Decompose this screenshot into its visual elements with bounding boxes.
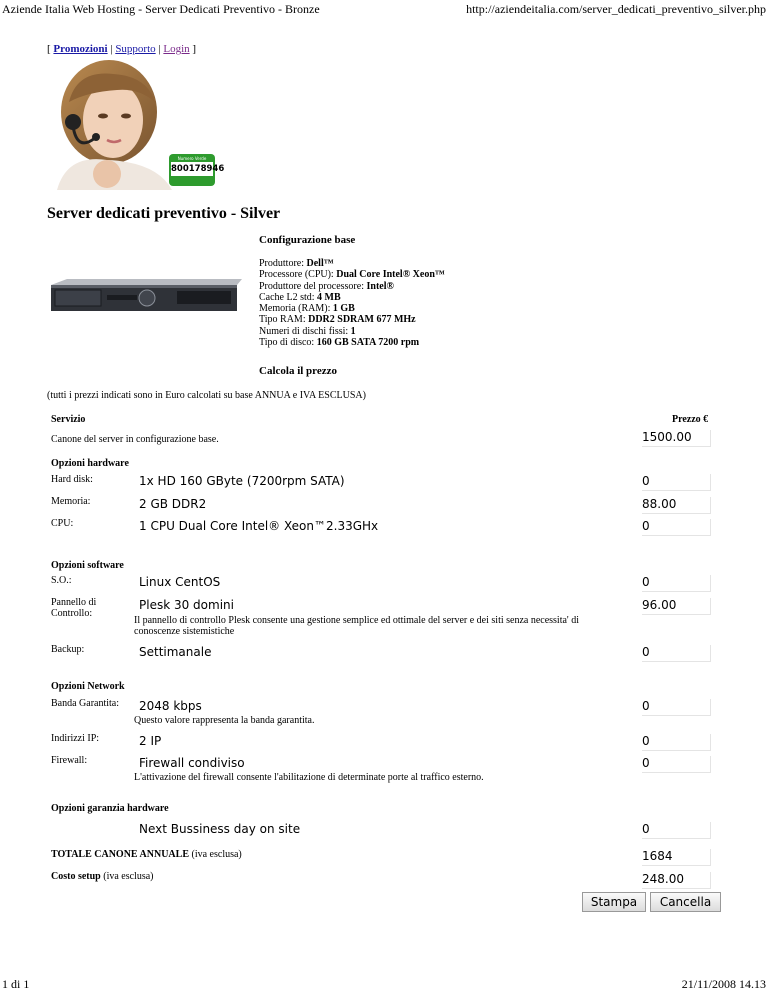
ip-label: Indirizzi IP: xyxy=(51,733,100,744)
firewall-description: L'attivazione del firewall consente l'abilitazione di determinate porte al traffico esterno. xyxy=(134,772,484,783)
nav-link-login[interactable]: Login xyxy=(163,43,190,55)
print-button[interactable]: Stampa xyxy=(582,892,646,912)
band-price: 0 xyxy=(642,699,711,716)
price-note: (tutti i prezzi indicati sono in Euro calcolati su base ANNUA e IVA ESCLUSA) xyxy=(47,390,366,401)
page-footer-count: 1 di 1 xyxy=(2,977,30,991)
firewall-price: 0 xyxy=(642,756,711,773)
cpu-select[interactable]: 1 CPU Dual Core Intel® Xeon™2.33GHx xyxy=(139,519,379,533)
firewall-label: Firewall: xyxy=(51,755,88,766)
top-nav xyxy=(47,43,196,55)
setup-cost-value: 248.00 xyxy=(642,872,711,889)
section-software: Opzioni software xyxy=(51,560,124,571)
section-hardware: Opzioni hardware xyxy=(51,458,129,469)
nav-link-supporto[interactable]: Supporto xyxy=(115,43,156,55)
calc-title: Calcola il prezzo xyxy=(259,365,337,377)
total-annual-label: TOTALE CANONE ANNUALE (iva esclusa) xyxy=(51,849,242,860)
toll-free-number: 800178946 xyxy=(171,164,225,174)
page-footer-datetime: 21/11/2008 14.13 xyxy=(681,977,766,991)
ip-price: 0 xyxy=(642,734,711,751)
ip-select[interactable]: 2 IP xyxy=(139,734,162,748)
hard-disk-label: Hard disk: xyxy=(51,474,93,485)
support-operator-image xyxy=(47,62,225,190)
spec-item: Cache L2 std: 4 MB xyxy=(259,291,341,303)
os-select[interactable]: Linux CentOS xyxy=(139,575,221,589)
config-title: Configurazione base xyxy=(259,234,356,246)
memory-select[interactable]: 2 GB DDR2 xyxy=(139,497,207,511)
spec-item: Numeri di dischi fissi: 1 xyxy=(259,325,356,337)
memory-label: Memoria: xyxy=(51,496,91,507)
total-annual-value: 1684 xyxy=(642,849,711,866)
panel-description: Il pannello di controllo Plesk consente una gestione semplice ed ottimale del server e dei siti senza necessita' di conoscenze sistemistiche xyxy=(134,615,579,637)
spec-list xyxy=(259,258,445,348)
backup-label: Backup: xyxy=(51,644,85,655)
base-label: Canone del server in configurazione base. xyxy=(51,434,219,445)
band-select[interactable]: 2048 kbps xyxy=(139,699,202,713)
warranty-select[interactable]: Next Bussiness day on site xyxy=(139,822,301,836)
firewall-select[interactable]: Firewall condiviso xyxy=(139,756,245,770)
nav-separator: | xyxy=(158,43,161,55)
spec-item: Produttore: Dell™ xyxy=(259,258,334,269)
nav-bracket-close: ] xyxy=(192,43,197,55)
spec-item: Memoria (RAM): 1 GB xyxy=(259,303,355,315)
band-label: Banda Garantita: xyxy=(51,698,120,709)
base-price: 1500.00 xyxy=(642,430,711,447)
spec-item: Produttore del processore: Intel® xyxy=(259,280,394,292)
os-label: S.O.: xyxy=(51,575,72,586)
spec-item: Tipo RAM: DDR2 SDRAM 677 MHz xyxy=(259,314,416,326)
col-header-price: Prezzo € xyxy=(672,414,709,425)
panel-select[interactable]: Plesk 30 domini xyxy=(139,598,234,612)
hard-disk-select[interactable]: 1x HD 160 GByte (7200rpm SATA) xyxy=(139,474,345,488)
hard-disk-price: 0 xyxy=(642,474,711,491)
backup-select[interactable]: Settimanale xyxy=(139,645,212,659)
section-network: Opzioni Network xyxy=(51,681,125,692)
page-title: Server dedicati preventivo - Silver xyxy=(47,205,281,222)
backup-price: 0 xyxy=(642,645,711,662)
os-price: 0 xyxy=(642,575,711,592)
page-header-url: http://aziendeitalia.com/server_dedicati_preventivo_silver.php xyxy=(466,2,766,16)
nav-separator: | xyxy=(110,43,113,55)
toll-free-caption: Numero Verde xyxy=(177,156,207,161)
nav-link-promozioni[interactable]: Promozioni xyxy=(53,43,108,55)
cpu-label: CPU: xyxy=(51,518,74,529)
panel-price: 96.00 xyxy=(642,598,711,615)
nav-bracket-open: [ xyxy=(47,43,51,55)
cpu-price: 0 xyxy=(642,519,711,536)
server-image xyxy=(47,277,242,315)
section-warranty: Opzioni garanzia hardware xyxy=(51,803,169,814)
spec-item: Processore (CPU): Dual Core Intel® Xeon™ xyxy=(259,269,445,281)
panel-label: Pannello di Controllo: xyxy=(51,597,97,619)
setup-cost-label: Costo setup (iva esclusa) xyxy=(51,871,154,882)
spec-item: Tipo di disco: 160 GB SATA 7200 rpm xyxy=(259,337,420,349)
band-description: Questo valore rappresenta la banda garantita. xyxy=(134,715,315,726)
cancel-button[interactable]: Cancella xyxy=(650,892,721,912)
col-header-service: Servizio xyxy=(51,414,86,425)
memory-price: 88.00 xyxy=(642,497,711,514)
warranty-price: 0 xyxy=(642,822,711,839)
page-header-title: Aziende Italia Web Hosting - Server Dedicati Preventivo - Bronze xyxy=(2,2,320,16)
